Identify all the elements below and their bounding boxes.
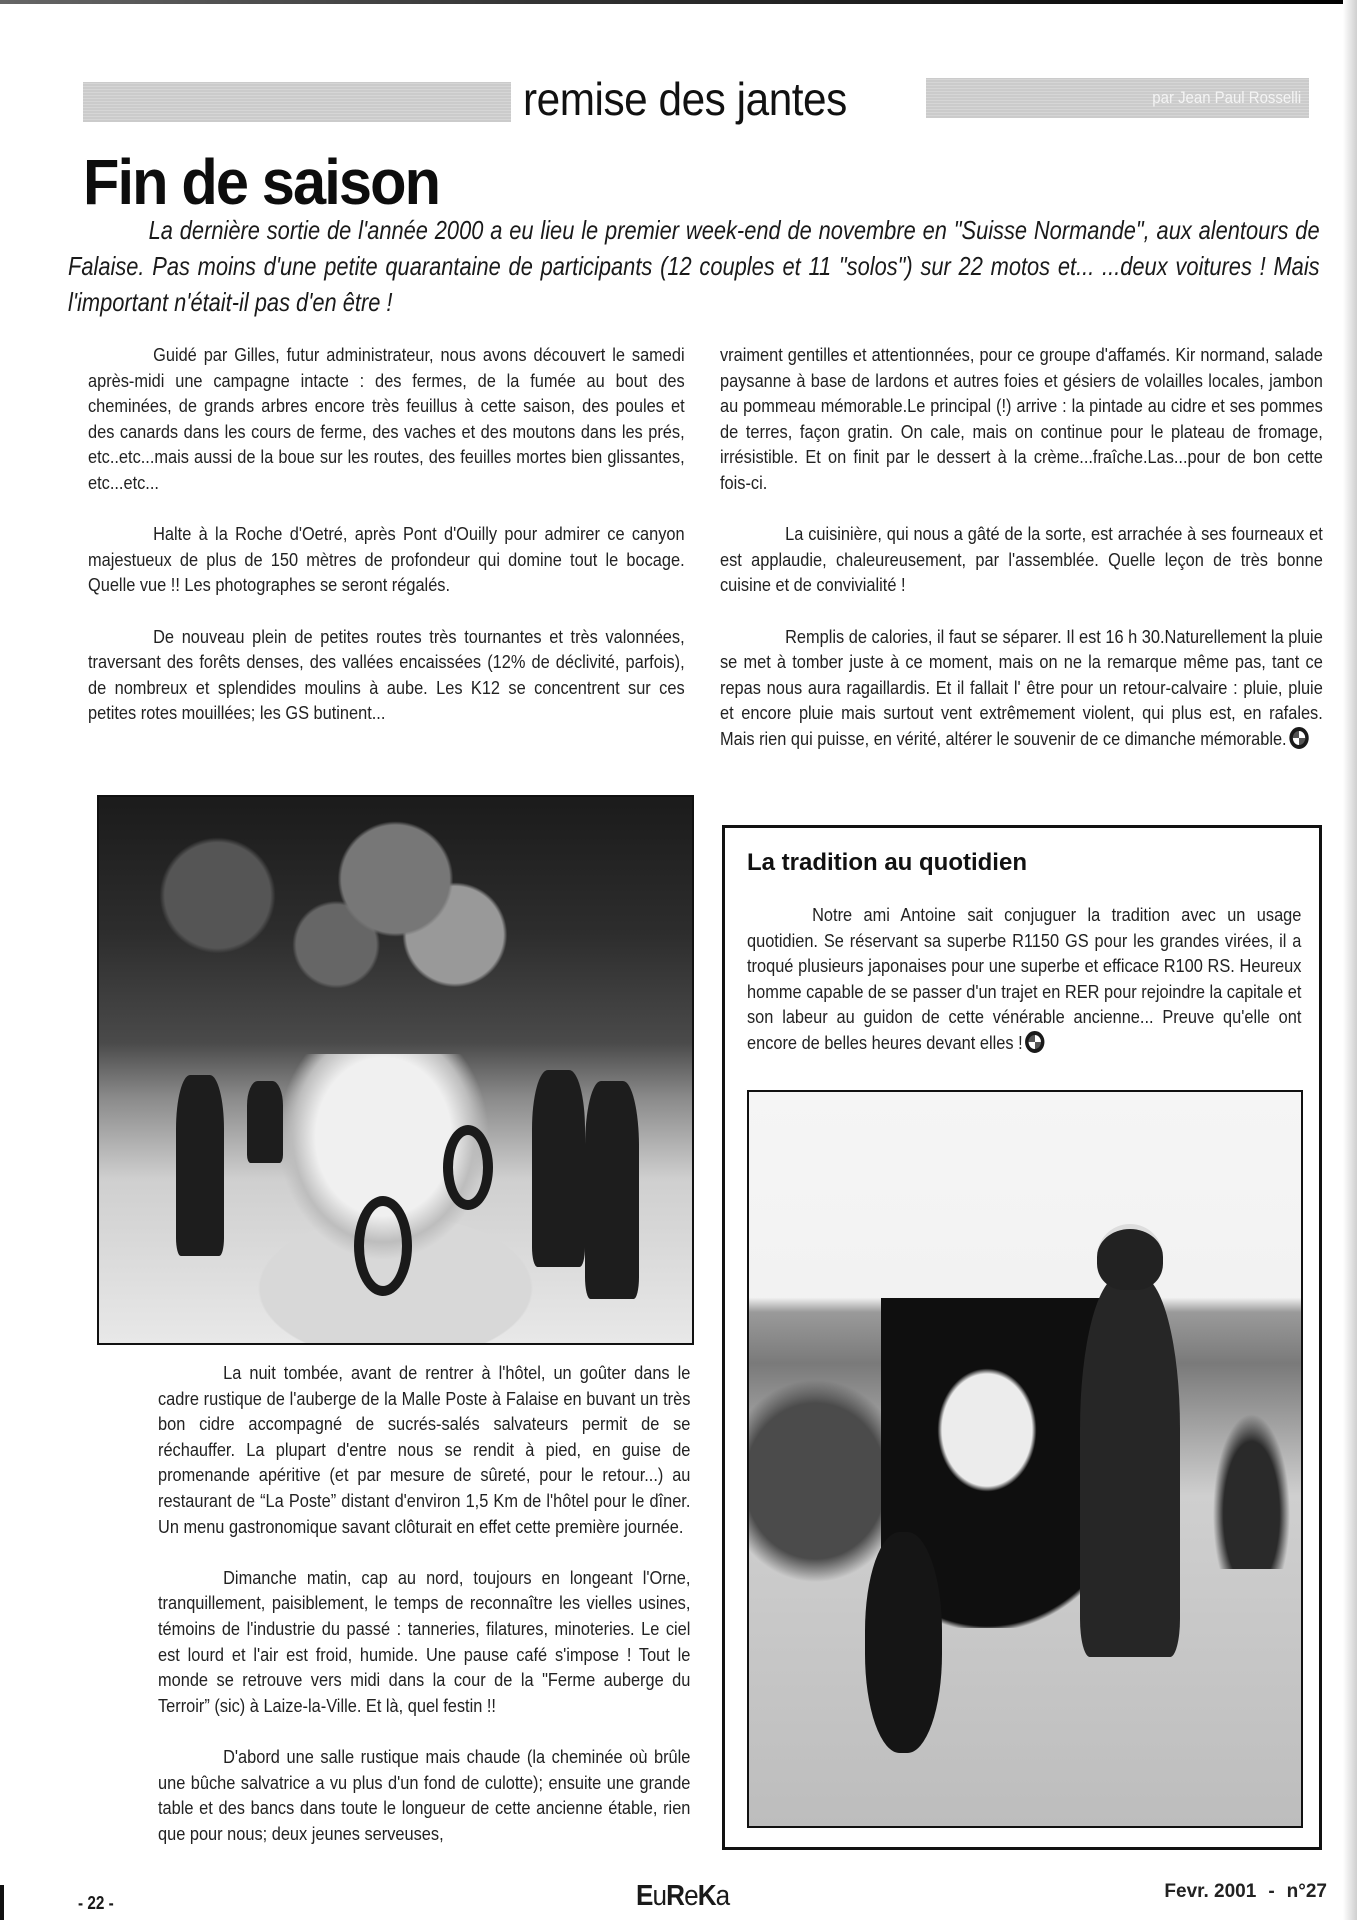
article-lead: La dernière sortie de l'année 2000 a eu lieu le premier week-end de novembre en "Suisse Normande", aux alentours de Falaise. Pas moins d'une petite quarantaine de participants (12 couples et 11 "solos") sur 22 motos et... ...deux voitures ! Mais l'important n'était-il pas d'en être ! (68, 215, 1320, 317)
motorcycle-wheel (354, 1196, 412, 1296)
paragraph: D'abord une salle rustique mais chaude (la cheminée où brûle une bûche salvatrice a vu plus d'un fond de culotte); ensuite une grande table et des bancs dans toute le longueur de cette ancienne étable, rien que pour nous; deux jeunes serveuses, (158, 1745, 691, 1844)
rubric-header (83, 73, 1309, 125)
sidebar-box (722, 825, 1322, 1850)
paragraph: La cuisinière, qui nous a gâté de la sorte, est arrachée à ses fourneaux et est applaudie, chaleureusement, par l'assemblée. Quelle leçon de très bonne cuisine et de convivialité ! (720, 523, 1323, 596)
sidebar-title: La tradition au quotidien (747, 849, 1027, 876)
logo-letter: E (636, 1880, 653, 1912)
magazine-logo (636, 1880, 729, 1912)
helmet (1097, 1224, 1163, 1290)
logo-letter: u (652, 1880, 667, 1912)
logo-letter: K (697, 1880, 716, 1912)
logo-letter: e (684, 1880, 698, 1912)
column-left-bottom (158, 1360, 690, 1846)
paragraph (720, 624, 1323, 752)
rider-with-r100rs-photo (747, 1090, 1303, 1828)
person (585, 1081, 638, 1299)
paragraph-continuation: vraiment gentilles et attentionnées, pour ce groupe d'affamés. Kir normand, salade paysanne à base de lardons et autres foies et gésiers de volailles locales, jambon au pommeau mémorable.Le principal (!) arrive : la pintade au cidre et ses pommes de terres, façon gratin. On cale, mais on continue pour le plateau de fromage, irrésistible. Et on finit par le dessert à la crème...fraîche.Las...pour de bon cette fois-ci. (720, 344, 1323, 493)
bmw-roundel-icon (1289, 727, 1308, 749)
issue-number: n°27 (1286, 1881, 1327, 1902)
page-binding-shadow (1343, 0, 1357, 1920)
page-number: - 22 - (78, 1893, 114, 1913)
paragraph: Guidé par Gilles, futur administrateur, nous avons découvert le samedi après-midi une campagne intacte : des fermes, de la fumée au bout des cheminées, de grands arbres encore très feuillus à cette saison, des poules et des canards dans les cours de ferme, des vaches et des moutons dans les prés, etc..etc...mais aussi de la boue sur les routes, des feuilles mortes bien glissantes, etc...etc... (88, 344, 685, 493)
page-top-edge (0, 0, 1357, 4)
person (176, 1075, 223, 1255)
paragraph-text: Remplis de calories, il faut se séparer. Il est 16 h 30.Naturellement la pluie se met à tomber juste à ce moment, mais on ne la remarque même pas, tant ce repas nous aura ragaillardis. Et il fallait l' être pour un retour-calvaire : pluie, pluie et encore pluie mais surtout vent extrêmement violent, qui plus est, en rafales. Mais rien qui puisse, en vérité, altérer le souvenir de ce dimanche mémorable. (720, 625, 1323, 749)
issue-info (1164, 1880, 1327, 1904)
motorcycle-wheel (443, 1125, 493, 1210)
issue-date: Fevr. 2001 (1164, 1881, 1257, 1902)
paragraph: La nuit tombée, avant de rentrer à l'hôtel, un goûter dans le cadre rustique de l'auberge de la Malle Poste à Falaise en buvant un très bon cidre accompagné de sucrés-salés salvateurs permit de se réchauffer. La plupart d'entre nous se rendit à pied, en guise de promenande apéritive (et par mesure de sûreté, pour le retour...) au restaurant de “La Poste” distant d'environ 1,5 Km de l'hôtel pour le dîner. Un menu gastronomique savant clôturait en effet cette première journée. (158, 1362, 691, 1537)
column-right-top (720, 342, 1323, 752)
front-tyre (865, 1532, 942, 1752)
logo-letter: a (715, 1880, 730, 1912)
article-headline: Fin de saison (83, 146, 440, 218)
issue-separator: - (1268, 1881, 1275, 1902)
sidebar-body (747, 902, 1301, 1056)
column-left-top (88, 342, 685, 726)
sidebar-text: Notre ami Antoine sait conjuguer la tradition avec un usage quotidien. Se réservant sa superbe R1150 GS pour les grandes virées, il a troqué plusieurs japonaises pour une superbe et efficace R100 RS. Heureux homme capable de se passer d'un trajet en RER pour rejoindre la capitale et son labeur au guidon de cette vénérable ancienne... Preuve qu'elle ont encore de belles heures devant elles ! (747, 904, 1302, 1053)
group-of-riders-with-motorcycles-photo (97, 795, 694, 1345)
page-margin-mark (0, 1885, 4, 1920)
person (247, 1081, 283, 1163)
rubric-band-left (83, 82, 511, 122)
rider (1080, 1276, 1179, 1658)
paragraph: Dimanche matin, cap au nord, toujours en longeant l'Orne, tranquillement, paisiblement, le temps de reconnaître les vielles usines, témoins de l'industrie du passé : tanneries, filatures, minoteries. Le ciel est lourd et l'air est froid, humide. Une pause café s'impose ! Tout le monde se retrouve vers midi dans la cour de la "Ferme auberge du Terroir” (sic) à Laize-la-Ville. Et là, quel festin !! (158, 1566, 691, 1716)
author-byline: par Jean Paul Rosselli (1152, 88, 1301, 107)
logo-letter: R (666, 1880, 685, 1912)
parked-motorcycle (1202, 1386, 1301, 1570)
person (532, 1070, 585, 1267)
rubric-band-right (926, 78, 1309, 118)
bmw-roundel-icon (1025, 1031, 1044, 1053)
rubric-title: remise des jantes (523, 73, 847, 125)
paragraph: De nouveau plein de petites routes très tournantes et très valonnées, traversant des forêts denses, des vallées encaissées (12% de déclivité, parfois), de nombreux et splendides moulins à aube. Les K12 se concentrent sur ces petites rotes mouillées; les GS butinent... (88, 625, 685, 724)
paragraph: Halte à la Roche d'Oetré, après Pont d'Ouilly pour admirer ce canyon majestueux de plus de 150 mètres de profondeur qui domine tout le bocage. Quelle vue !! Les photographes se seront régalés. (88, 523, 685, 596)
